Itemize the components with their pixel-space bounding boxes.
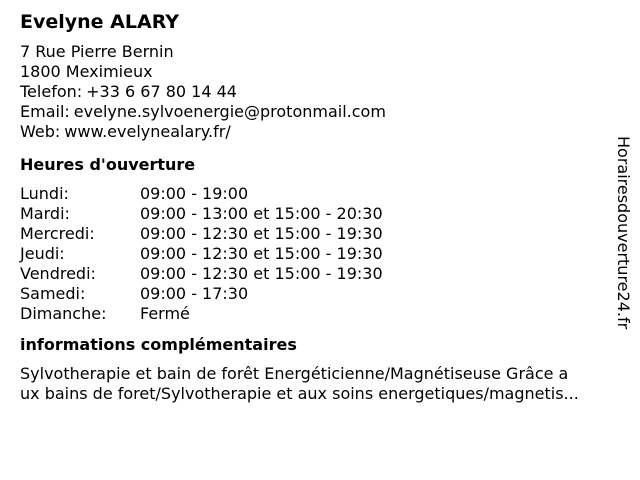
email-link[interactable]: evelyne.sylvoenergie@protonmail.com [73,102,386,121]
address-block [20,42,620,142]
hours-row-friday [20,264,620,284]
day-label: Mercredi: [20,224,95,243]
day-label: Vendredi: [20,264,96,283]
opening-hours-title: Heures d'ouverture [20,155,196,174]
hours-row-thursday [20,244,620,264]
day-hours: 09:00 - 17:30 [140,284,249,303]
day-hours: 09:00 - 19:00 [140,184,249,203]
email-line [20,102,620,122]
info-line: ux bains de foret/Sylvotherapie et aux soins energetiques/magnetis... [20,384,579,403]
hours-row-sunday [20,304,620,324]
additional-info-title: informations complémentaires [20,335,297,354]
website-link[interactable]: www.evelynealary.fr/ [64,122,231,141]
day-hours: 09:00 - 12:30 et 15:00 - 19:30 [140,244,383,263]
hours-row-wednesday [20,224,620,244]
business-card [20,10,620,404]
day-label: Lundi: [20,184,69,203]
day-hours: 09:00 - 12:30 et 15:00 - 19:30 [140,224,383,243]
watermark-text: Horairesdouverture24.fr [614,136,633,330]
day-hours: 09:00 - 13:00 et 15:00 - 20:30 [140,204,383,223]
web-line [20,122,620,142]
hours-row-saturday [20,284,620,304]
phone-number[interactable]: +33 6 67 80 14 44 [86,82,237,101]
email-label: Email: [20,102,70,121]
phone-line [20,82,620,102]
day-label: Jeudi: [20,244,65,263]
hours-row-monday [20,184,620,204]
site-watermark [612,136,634,346]
day-label: Samedi: [20,284,86,303]
hours-row-tuesday [20,204,620,224]
web-label: Web: [20,122,61,141]
additional-info-text [20,364,632,404]
day-hours: 09:00 - 12:30 et 15:00 - 19:30 [140,264,383,283]
day-hours: Fermé [140,304,190,323]
city: 1800 Meximieux [20,62,153,81]
phone-label: Telefon: [20,82,83,101]
day-label: Mardi: [20,204,70,223]
street-address: 7 Rue Pierre Bernin [20,42,174,61]
day-label: Dimanche: [20,304,107,323]
business-name: Evelyne ALARY [20,11,180,33]
info-line: Sylvotherapie et bain de forêt Energéticienne/Magnétiseuse Grâce a [20,364,569,383]
opening-hours-table [20,184,620,324]
